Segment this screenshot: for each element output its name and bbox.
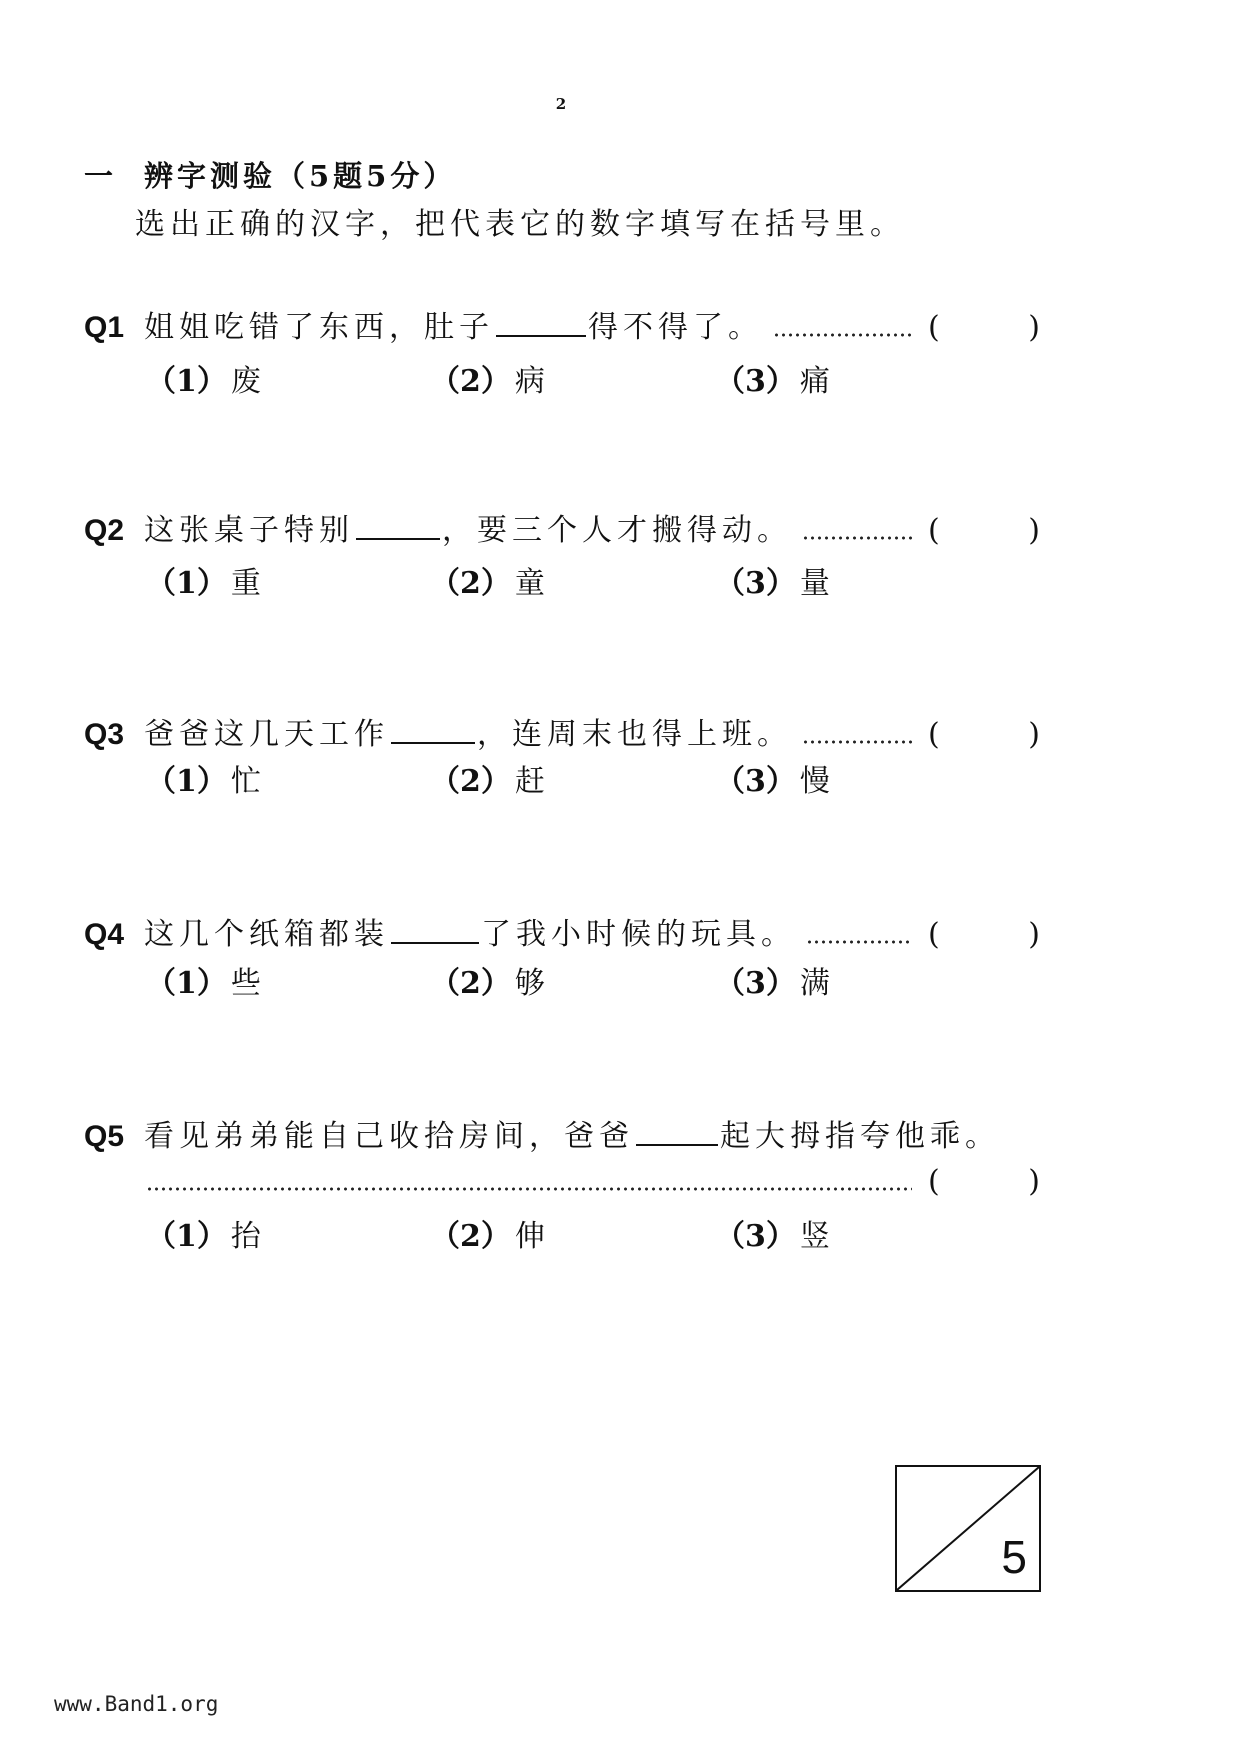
option-character: 竖 <box>799 1219 830 1254</box>
option-character: 痛 <box>799 364 830 399</box>
bracket-close: ) <box>1028 717 1040 752</box>
option-1 <box>146 964 261 1004</box>
stem-before-blank: 爸爸这几天工作 <box>144 717 389 752</box>
answer-blank <box>391 716 475 744</box>
option-label: （2） <box>430 764 511 799</box>
question-stem <box>144 511 792 551</box>
section-number: 一 <box>84 159 114 193</box>
stem-after-blank: 了我小时候的玩具。 <box>481 917 796 952</box>
bracket-close: ) <box>1028 917 1040 952</box>
answer-blank <box>496 309 586 337</box>
question-stem <box>144 308 763 348</box>
option-character: 够 <box>514 966 545 1001</box>
question-stem <box>144 715 792 755</box>
option-character: 伸 <box>514 1219 545 1254</box>
bracket-open: ( <box>928 1164 940 1199</box>
option-label: （3） <box>715 364 796 399</box>
option-3 <box>715 1217 830 1257</box>
question-number: Q5 <box>84 1120 125 1153</box>
stem-after-blank: 起大拇指夸他乖。 <box>720 1119 1000 1154</box>
option-character: 童 <box>514 566 545 601</box>
option-character: 病 <box>514 364 545 399</box>
dot-leader <box>806 940 912 944</box>
option-character: 些 <box>230 966 261 1001</box>
option-character: 抬 <box>230 1219 261 1254</box>
option-1 <box>146 564 261 604</box>
answer-bracket <box>928 1162 1040 1202</box>
bracket-close: ) <box>1028 1164 1040 1199</box>
section-instruction: 选出正确的汉字，把代表它的数字填写在括号里。 <box>135 207 905 242</box>
bracket-close: ) <box>1028 310 1040 345</box>
question-5-answer-line <box>146 1162 1040 1202</box>
option-character: 重 <box>230 566 261 601</box>
option-2 <box>430 362 545 402</box>
question-number: Q2 <box>84 514 125 547</box>
question-stem <box>144 915 796 955</box>
section-title: 辨字测验（5题5分） <box>144 159 457 193</box>
question-5 <box>84 1117 1040 1157</box>
stem-before-blank: 姐姐吃错了东西，肚子 <box>144 310 494 345</box>
page-number: 2 <box>555 95 567 113</box>
option-2 <box>430 1217 545 1257</box>
answer-blank <box>391 916 479 944</box>
answer-bracket <box>928 308 1040 348</box>
option-2 <box>430 964 545 1004</box>
option-label: （3） <box>715 764 796 799</box>
option-label: （2） <box>430 966 511 1001</box>
dot-leader <box>773 333 912 337</box>
option-character: 废 <box>230 364 261 399</box>
bracket-open: ( <box>928 917 940 952</box>
question-number: Q3 <box>84 718 125 751</box>
option-1 <box>146 762 261 802</box>
option-label: （3） <box>715 966 796 1001</box>
footer-url: www.Band1.org <box>54 1692 219 1716</box>
answer-bracket <box>928 715 1040 755</box>
answer-blank <box>636 1118 718 1146</box>
question-stem <box>144 1117 1000 1157</box>
stem-after-blank: 得不得了。 <box>588 310 763 345</box>
question-4 <box>84 915 1040 955</box>
bracket-open: ( <box>928 513 940 548</box>
option-label: （3） <box>715 1219 796 1254</box>
question-number: Q1 <box>84 311 125 344</box>
question-number: Q4 <box>84 918 125 951</box>
option-1 <box>146 1217 261 1257</box>
bracket-open: ( <box>928 310 940 345</box>
option-2 <box>430 762 545 802</box>
option-1 <box>146 362 261 402</box>
option-label: （2） <box>430 1219 511 1254</box>
answer-blank <box>356 512 440 540</box>
score-box <box>895 1465 1041 1592</box>
question-1 <box>84 308 1040 348</box>
option-character: 量 <box>799 566 830 601</box>
stem-after-blank: ，要三个人才搬得动。 <box>442 513 792 548</box>
option-label: （1） <box>146 1219 227 1254</box>
option-2 <box>430 564 545 604</box>
option-character: 赶 <box>514 764 545 799</box>
bracket-close: ) <box>1028 513 1040 548</box>
option-label: （1） <box>146 364 227 399</box>
bracket-open: ( <box>928 717 940 752</box>
stem-before-blank: 这张桌子特别 <box>144 513 354 548</box>
option-label: （2） <box>430 566 511 601</box>
option-3 <box>715 964 830 1004</box>
option-character: 满 <box>799 966 830 1001</box>
question-2 <box>84 511 1040 551</box>
option-label: （1） <box>146 764 227 799</box>
option-label: （2） <box>430 364 511 399</box>
score-total: 5 <box>1001 1531 1027 1583</box>
dot-leader <box>802 740 912 744</box>
option-3 <box>715 762 830 802</box>
option-label: （1） <box>146 966 227 1001</box>
answer-bracket <box>928 915 1040 955</box>
option-character: 慢 <box>799 764 830 799</box>
option-3 <box>715 362 830 402</box>
option-character: 忙 <box>230 764 261 799</box>
option-label: （1） <box>146 566 227 601</box>
question-3 <box>84 715 1040 755</box>
stem-before-blank: 这几个纸箱都装 <box>144 917 389 952</box>
option-label: （3） <box>715 566 796 601</box>
option-3 <box>715 564 830 604</box>
answer-bracket <box>928 511 1040 551</box>
dot-leader <box>802 536 912 540</box>
dot-leader <box>146 1187 912 1191</box>
stem-before-blank: 看见弟弟能自己收拾房间，爸爸 <box>144 1119 634 1154</box>
stem-after-blank: ，连周末也得上班。 <box>477 717 792 752</box>
